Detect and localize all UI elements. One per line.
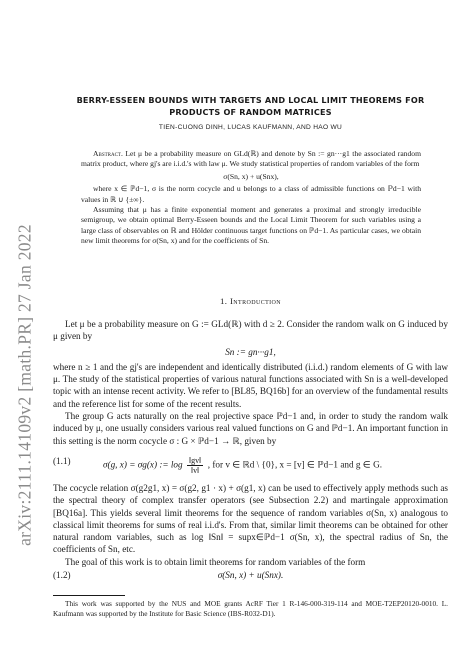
- footnote-rule: [53, 595, 125, 596]
- intro-paragraph-3: The group G acts naturally on the real projective space ℙd−1 and, in order to study the random walk induced by μ, one usually considers various real valued functions on G and ℙd−1. An important function in this setting is the norm cocycle σ : G × ℙd−1 → ℝ, given by: [53, 411, 448, 446]
- equation-1-1-left: σ(g, x) = σg(x) := log: [103, 459, 183, 470]
- intro-paragraph-2: where n ≥ 1 and the gj's are independent and identically distributed (i.i.d.) random elements of G with law μ. The study of the statistical properties of various natural functions associated with Sn is a well-developed topic with an intense recent activity. We refer to [BL85, BQ16b] for an overview of the fundamental results and the reference list for some of the recent results.: [53, 361, 448, 409]
- intro-paragraph-1: Let μ be a probability measure on G := GLd(ℝ) with d ≥ 2. Consider the random walk on G induced by μ given by: [53, 319, 448, 342]
- norm-fraction: [187, 456, 204, 475]
- intro-paragraph-5: The goal of this work is to obtain limit theorems for random variables of the form: [65, 556, 366, 567]
- footnote-text: This work was supported by the NUS and MOE grants AcRF Tier 1 R-146-000-319-114 and MOE-T2EP20120-0010. L. Kaufmann was supported by the Institute for Basic Science (IBS-R032-D1).: [53, 599, 448, 618]
- fraction-numerator: ‖gv‖: [188, 456, 202, 465]
- equation-1-2-number: (1.2): [53, 570, 71, 580]
- random-walk-equation: Sn := gn···g1,: [225, 346, 276, 357]
- equation-1-2-content: σ(Sn, x) + u(Snx).: [217, 570, 284, 580]
- paper-title: [53, 94, 448, 118]
- section-number: 1.: [219, 296, 228, 306]
- equation-1-1: [53, 452, 448, 475]
- section-title: Introduction: [229, 296, 282, 306]
- abstract: [81, 149, 421, 247]
- author-list: TIEN-CUONG DINH, LUCAS KAUFMANN, AND HAO WU: [158, 124, 343, 131]
- fraction-denominator: ‖v‖: [190, 466, 200, 475]
- abstract-text-1: Let μ be a probability measure on GLd(ℝ) and denote by Sn := gn···g1 the associated random matrix product, where gj's are i.i.d.'s with law μ. We study statistical properties of random variables of the form: [81, 149, 421, 169]
- abstract-label: Abstract.: [93, 149, 123, 158]
- intro-block-1: [53, 318, 448, 447]
- title-line-2: PRODUCTS OF RANDOM MATRICES: [169, 107, 332, 117]
- intro-block-2: [53, 482, 448, 568]
- abstract-paragraph-3: Assuming that μ has a finite exponential moment and generates a proximal and strongly irreducible semigroup, we obtain optimal Berry-Esseen bounds and the Local Limit Theorem for such variables using a large class of observables on ℝ and Hölder continuous target functions on ℙd−1. As particular cases, we obtain new limit theorems for σ(Sn, x) and for the coefficients of Sn.: [81, 205, 421, 246]
- abstract-equation: σ(Sn, x) + u(Snx),: [223, 171, 279, 181]
- section-heading: [53, 296, 448, 306]
- arxiv-stamp-text: arXiv:2111.14109v2 [math.PR] 27 Jan 2022: [14, 224, 35, 546]
- equation-1-1-right: , for v ∈ ℝd \ {0}, x = [v] ∈ ℙd−1 and g ∈ G.: [207, 459, 383, 470]
- equation-1-2: [53, 566, 448, 586]
- intro-paragraph-4: The cocycle relation σ(g2g1, x) = σ(g2, g1 · x) + σ(g1, x) can be used to effectively apply methods such as the spectral theory of complex transfer operators (see Subsection 2.2) and martingale approximation [BQ16a]. This yields several limit theorems for the sequence of random variables σ(Sn, x) analogous to classical limit theorems for sums of real i.i.d's. From that, similar limit theorems can be obtained for other natural random variables, such as log ‖Sn‖ = supx∈ℙd−1 σ(Sn, x), the spectral radius of Sn, the coefficients of Sn, etc.: [53, 483, 448, 555]
- equation-1-1-number: (1.1): [53, 456, 71, 466]
- abstract-paragraph-1: [81, 149, 421, 170]
- title-line-1: BERRY-ESSEEN BOUNDS WITH TARGETS AND LOCAL LIMIT THEOREMS FOR: [76, 95, 425, 105]
- equation-1-1-content: [103, 456, 448, 475]
- footnote: [53, 599, 448, 619]
- abstract-paragraph-2: where x ∈ ℙd−1, σ is the norm cocycle and u belongs to a class of admissible functions on ℙd−1 with values in ℝ ∪ {±∞}.: [81, 184, 421, 204]
- arxiv-stamp: [10, 175, 40, 595]
